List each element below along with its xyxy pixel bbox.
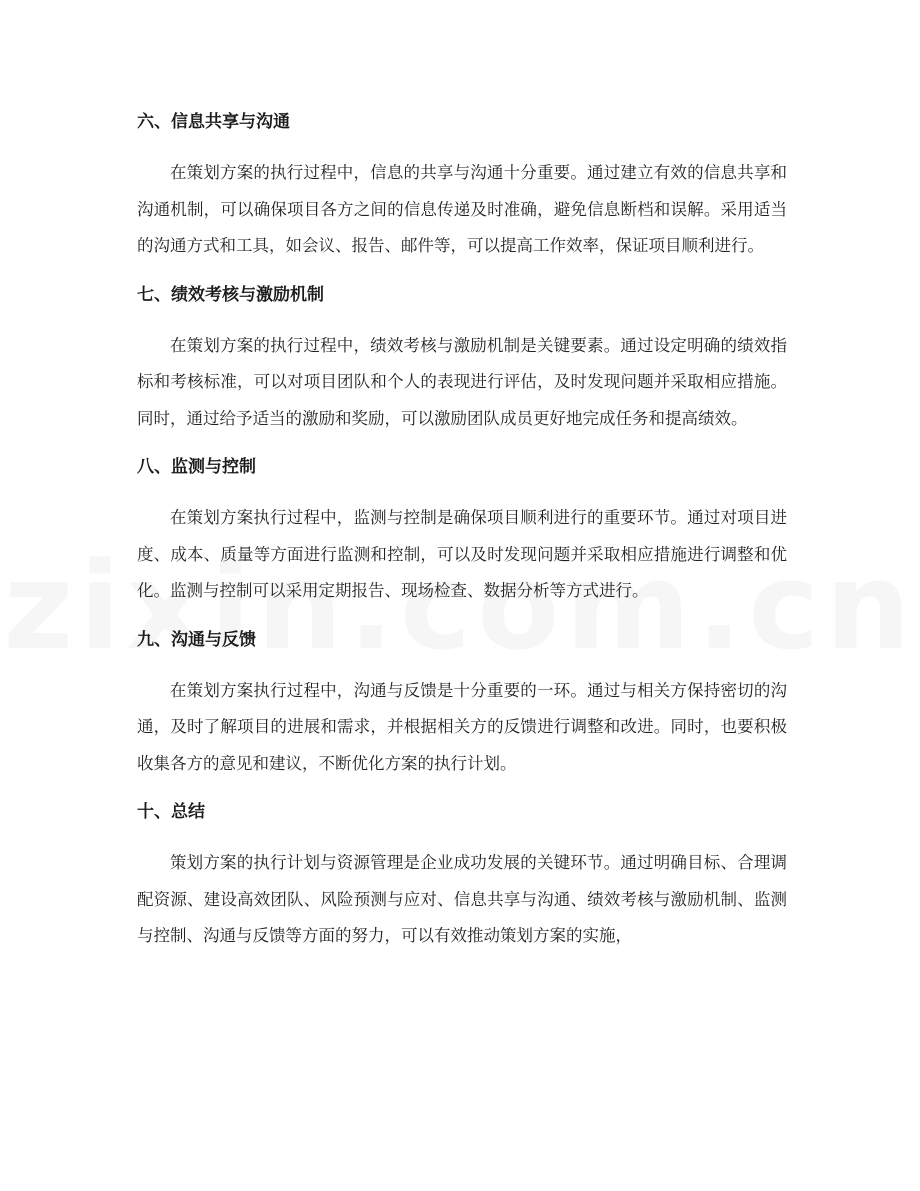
section-heading: 六、信息共享与沟通 [137, 112, 290, 132]
document-content [137, 104, 787, 967]
section-heading: 八、监测与控制 [137, 457, 256, 477]
section-heading: 七、绩效考核与激励机制 [137, 284, 324, 305]
section-6 [137, 104, 787, 265]
section-paragraph: 在策划方案的执行过程中，绩效考核与激励机制是关键要素。通过设定明确的绩效指标和考核标准，可以对项目团队和个人的表现进行评估，及时发现问题并采取相应措施。同时，通过给予适当的激励和奖励，可以激励团队成员更好地完成任务和提高绩效。 [137, 335, 787, 428]
section-heading: 九、沟通与反馈 [137, 629, 256, 650]
section-8 [137, 449, 787, 610]
section-paragraph: 在策划方案执行过程中，监测与控制是确保项目顺利进行的重要环节。通过对项目进度、成本、质量等方面进行监测和控制，可以及时发现问题并采取相应措施进行调整和优化。监测与控制可以采用定期报告、现场检查、数据分析等方式进行。 [137, 508, 787, 600]
section-paragraph: 策划方案的执行计划与资源管理是企业成功发展的关键环节。通过明确目标、合理调配资源、建设高效团队、风险预测与应对、信息共享与沟通、绩效考核与激励机制、监测与控制、沟通与反馈等方面的努力，可以有效推动策划方案的实施， [137, 853, 787, 945]
section-paragraph: 在策划方案执行过程中，沟通与反馈是十分重要的一环。通过与相关方保持密切的沟通，及时了解项目的进展和需求，并根据相关方的反馈进行调整和改进。同时，也要积极收集各方的意见和建议，不断优化方案的执行计划。 [137, 680, 787, 773]
section-9 [137, 622, 787, 783]
section-paragraph: 在策划方案的执行过程中，信息的共享与沟通十分重要。通过建立有效的信息共享和沟通机制，可以确保项目各方之间的信息传递及时准确，避免信息断档和误解。采用适当的沟通方式和工具，如会议、报告、邮件等，可以提高工作效率，保证项目顺利进行。 [137, 163, 787, 255]
section-7 [137, 277, 787, 438]
section-10 [137, 794, 787, 955]
section-heading: 十、总结 [137, 802, 205, 822]
